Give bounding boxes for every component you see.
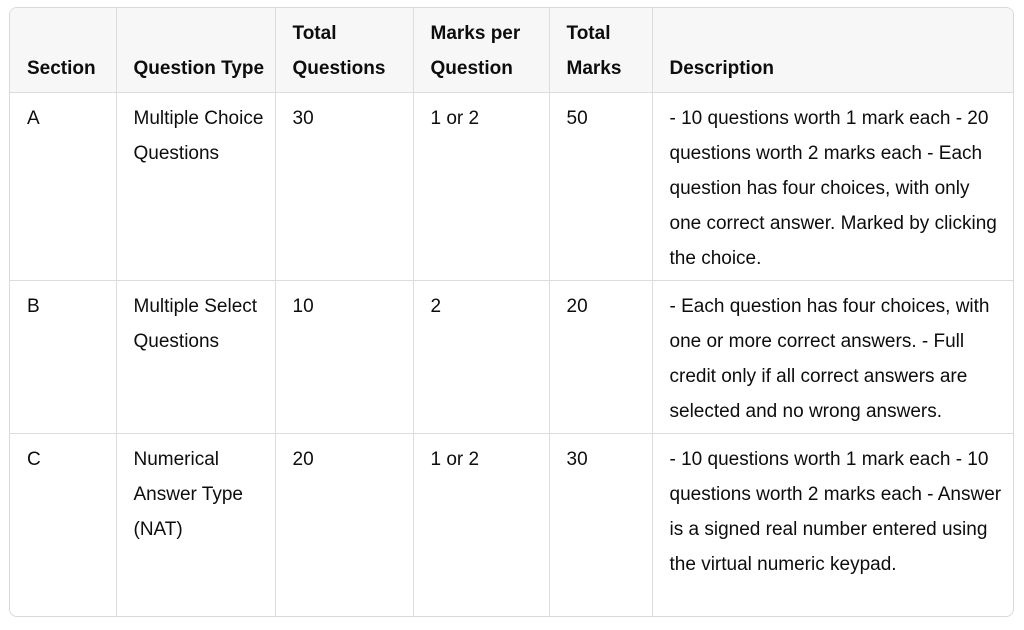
cell-question-type: Numerical Answer Type (NAT) xyxy=(116,434,275,617)
cell-question-type: Multiple Select Questions xyxy=(116,281,275,434)
cell-section: C xyxy=(10,434,116,617)
cell-total-marks: 30 xyxy=(549,434,652,617)
exam-pattern-table-container xyxy=(9,7,1014,617)
cell-total-questions: 10 xyxy=(275,281,413,434)
exam-pattern-table xyxy=(10,8,1013,616)
cell-marks-per-question: 1 or 2 xyxy=(413,434,549,617)
header-marks-per-question: Marks per Question xyxy=(413,8,549,93)
table-row xyxy=(10,434,1013,617)
table-row xyxy=(10,93,1013,281)
cell-total-marks: 20 xyxy=(549,281,652,434)
table-row xyxy=(10,281,1013,434)
cell-section: A xyxy=(10,93,116,281)
cell-question-type: Multiple Choice Questions xyxy=(116,93,275,281)
header-total-questions: Total Questions xyxy=(275,8,413,93)
table-header xyxy=(10,8,1013,93)
cell-total-questions: 20 xyxy=(275,434,413,617)
cell-marks-per-question: 1 or 2 xyxy=(413,93,549,281)
cell-total-marks: 50 xyxy=(549,93,652,281)
cell-marks-per-question: 2 xyxy=(413,281,549,434)
header-description: Description xyxy=(652,8,1013,93)
table-body xyxy=(10,93,1013,617)
cell-description: - 10 questions worth 1 mark each - 10 questions worth 2 marks each - Answer is a signed real number entered using the virtual numeric keypad. xyxy=(669,449,1002,575)
header-section: Section xyxy=(10,8,116,93)
cell-total-questions: 30 xyxy=(275,93,413,281)
cell-description: - 10 questions worth 1 mark each - 20 questions worth 2 marks each - Each question has four choices, with only one correct answer. Marked by clicking the choice. xyxy=(652,93,1013,281)
header-row xyxy=(10,8,1013,93)
cell-description: - Each question has four choices, with one or more correct answers. - Full credit only if all correct answers are selected and no wrong answers. xyxy=(652,281,1013,434)
header-total-marks: Total Marks xyxy=(549,8,652,93)
cell-section: B xyxy=(10,281,116,434)
header-question-type: Question Type xyxy=(116,8,275,93)
